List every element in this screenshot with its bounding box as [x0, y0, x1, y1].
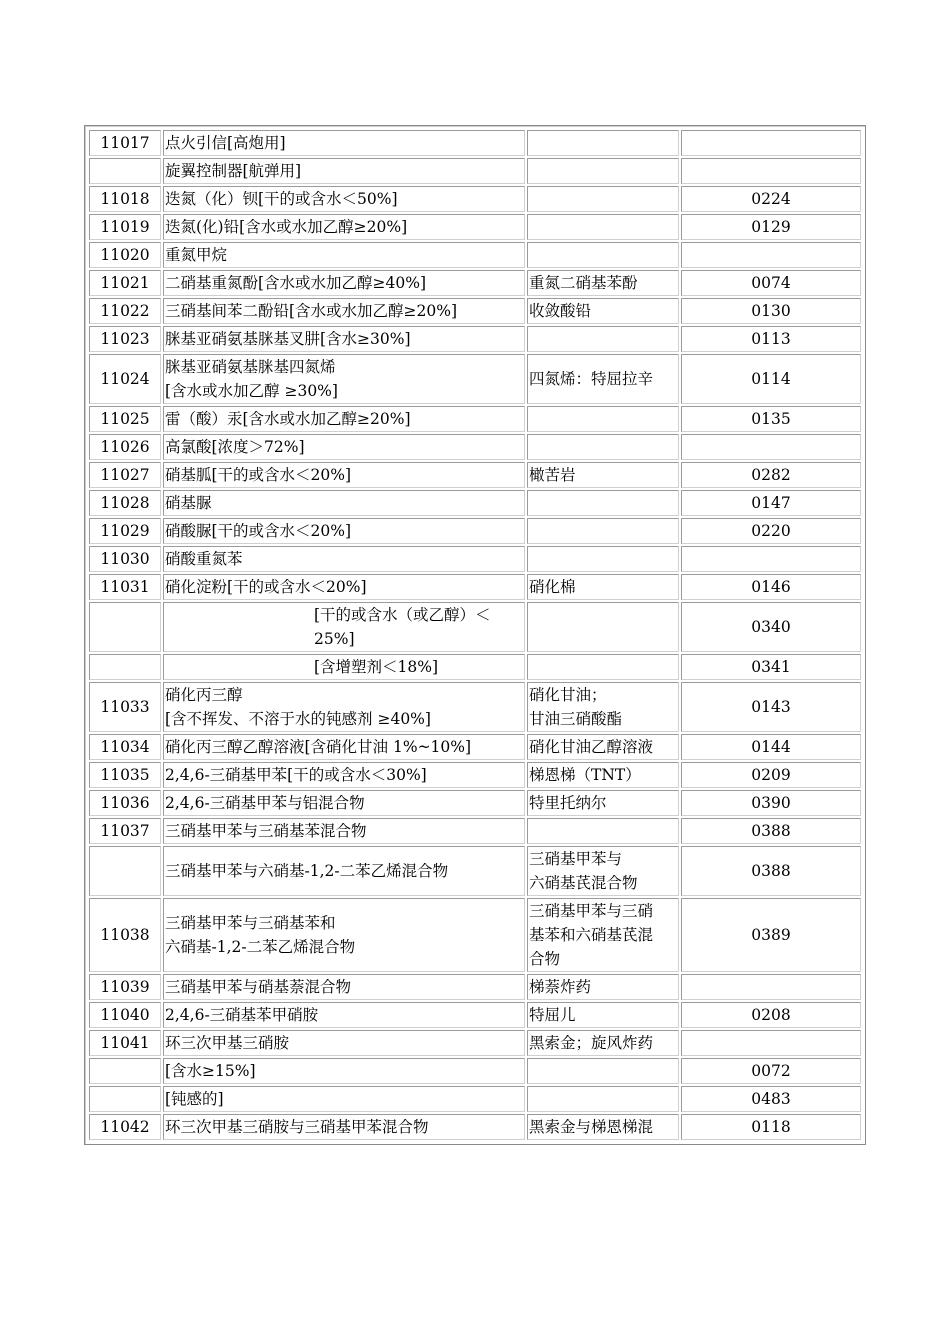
table-body [89, 130, 861, 1140]
cell-name: 硝化丙三醇 [含不挥发、不溶于水的钝感剂 ≥40%] [163, 682, 525, 732]
cell-name: 迭氮(化)铅[含水或水加乙醇≥20%] [163, 214, 525, 240]
cell-alias [527, 1058, 679, 1084]
cell-alias: 黑索金与梯恩梯混 [527, 1114, 679, 1140]
cell-un-number: 0388 [681, 846, 861, 896]
table-row [89, 434, 861, 460]
table-row [89, 574, 861, 600]
cell-number: 11019 [89, 214, 161, 240]
table-row [89, 818, 861, 844]
cell-alias [527, 326, 679, 352]
cell-un-number: 0072 [681, 1058, 861, 1084]
cell-un-number: 0388 [681, 818, 861, 844]
dangerous-goods-table [87, 128, 863, 1142]
cell-name: 硝基胍[干的或含水＜20%] [163, 462, 525, 488]
table-row [89, 270, 861, 296]
cell-number [89, 654, 161, 680]
table-row [89, 602, 861, 652]
cell-number: 11024 [89, 354, 161, 404]
cell-un-number: 0118 [681, 1114, 861, 1140]
cell-number: 11018 [89, 186, 161, 212]
cell-number: 11023 [89, 326, 161, 352]
cell-alias: 硝化棉 [527, 574, 679, 600]
cell-un-number: 0144 [681, 734, 861, 760]
table-row [89, 242, 861, 268]
cell-un-number [681, 1030, 861, 1056]
cell-un-number: 0114 [681, 354, 861, 404]
table-row [89, 1058, 861, 1084]
cell-name: 脒基亚硝氨基脒基叉肼[含水≥30%] [163, 326, 525, 352]
cell-alias [527, 1086, 679, 1112]
cell-alias [527, 602, 679, 652]
cell-number: 11027 [89, 462, 161, 488]
cell-un-number: 0130 [681, 298, 861, 324]
cell-alias [527, 654, 679, 680]
cell-name: [含增塑剂＜18%] [163, 654, 525, 680]
cell-alias [527, 818, 679, 844]
cell-alias: 重氮二硝基苯酚 [527, 270, 679, 296]
cell-number: 11033 [89, 682, 161, 732]
table-row [89, 734, 861, 760]
cell-un-number: 0135 [681, 406, 861, 432]
cell-name: [干的或含水（或乙醇）＜ 25%] [163, 602, 525, 652]
cell-alias [527, 546, 679, 572]
cell-un-number: 0340 [681, 602, 861, 652]
cell-number: 11028 [89, 490, 161, 516]
cell-number [89, 1086, 161, 1112]
cell-alias: 收敛酸铅 [527, 298, 679, 324]
cell-un-number: 0389 [681, 898, 861, 972]
cell-name: 二硝基重氮酚[含水或水加乙醇≥40%] [163, 270, 525, 296]
cell-number: 11036 [89, 790, 161, 816]
cell-un-number: 0074 [681, 270, 861, 296]
cell-un-number [681, 158, 861, 184]
cell-number: 11040 [89, 1002, 161, 1028]
cell-number: 11020 [89, 242, 161, 268]
cell-alias: 三硝基甲苯与三硝 基苯和六硝基芪混 合物 [527, 898, 679, 972]
cell-un-number [681, 546, 861, 572]
cell-un-number: 0483 [681, 1086, 861, 1112]
cell-name: 三硝基甲苯与三硝基苯和 六硝基-1,2-二苯乙烯混合物 [163, 898, 525, 972]
cell-alias: 硝化甘油； 甘油三硝酸酯 [527, 682, 679, 732]
cell-name: 三硝基间苯二酚铅[含水或水加乙醇≥20%] [163, 298, 525, 324]
table-row [89, 214, 861, 240]
table-row [89, 1030, 861, 1056]
cell-number: 11034 [89, 734, 161, 760]
cell-un-number: 0113 [681, 326, 861, 352]
cell-number: 11022 [89, 298, 161, 324]
cell-alias: 硝化甘油乙醇溶液 [527, 734, 679, 760]
cell-alias [527, 158, 679, 184]
hazard-table-frame [84, 125, 866, 1145]
cell-name: 2,4,6-三硝基甲苯[干的或含水＜30%] [163, 762, 525, 788]
cell-alias [527, 406, 679, 432]
cell-un-number: 0209 [681, 762, 861, 788]
table-row [89, 518, 861, 544]
cell-un-number [681, 974, 861, 1000]
cell-name: 2,4,6-三硝基甲苯与铝混合物 [163, 790, 525, 816]
cell-un-number: 0341 [681, 654, 861, 680]
table-row [89, 326, 861, 352]
cell-name: 硝化淀粉[干的或含水＜20%] [163, 574, 525, 600]
cell-number [89, 602, 161, 652]
cell-un-number: 0224 [681, 186, 861, 212]
cell-name: 点火引信[高炮用] [163, 130, 525, 156]
cell-alias [527, 490, 679, 516]
cell-name: 硝基脲 [163, 490, 525, 516]
cell-number [89, 158, 161, 184]
cell-name: 三硝基甲苯与六硝基-1,2-二苯乙烯混合物 [163, 846, 525, 896]
table-row [89, 846, 861, 896]
table-row [89, 406, 861, 432]
cell-name: 环三次甲基三硝胺与三硝基甲苯混合物 [163, 1114, 525, 1140]
table-row [89, 490, 861, 516]
cell-number: 11035 [89, 762, 161, 788]
cell-name: 环三次甲基三硝胺 [163, 1030, 525, 1056]
cell-alias: 梯萘炸药 [527, 974, 679, 1000]
cell-number: 11041 [89, 1030, 161, 1056]
cell-un-number [681, 242, 861, 268]
cell-name: 硝化丙三醇乙醇溶液[含硝化甘油 1%~10%] [163, 734, 525, 760]
cell-un-number: 0147 [681, 490, 861, 516]
cell-name: 雷（酸）汞[含水或水加乙醇≥20%] [163, 406, 525, 432]
cell-number: 11030 [89, 546, 161, 572]
cell-number: 11031 [89, 574, 161, 600]
table-row [89, 1086, 861, 1112]
cell-number: 11037 [89, 818, 161, 844]
cell-name: 硝酸脲[干的或含水＜20%] [163, 518, 525, 544]
cell-number: 11038 [89, 898, 161, 972]
table-row [89, 654, 861, 680]
table-row [89, 1002, 861, 1028]
cell-alias [527, 186, 679, 212]
table-row [89, 898, 861, 972]
table-row [89, 462, 861, 488]
cell-number [89, 846, 161, 896]
cell-name: [钝感的] [163, 1086, 525, 1112]
cell-alias: 四氮烯：特屈拉辛 [527, 354, 679, 404]
cell-number: 11042 [89, 1114, 161, 1140]
cell-un-number: 0143 [681, 682, 861, 732]
table-row [89, 298, 861, 324]
cell-alias [527, 130, 679, 156]
cell-number: 11039 [89, 974, 161, 1000]
cell-number: 11025 [89, 406, 161, 432]
table-row [89, 790, 861, 816]
cell-name: 重氮甲烷 [163, 242, 525, 268]
cell-un-number: 0129 [681, 214, 861, 240]
table-row [89, 158, 861, 184]
cell-name: 高氯酸[浓度＞72%] [163, 434, 525, 460]
cell-alias: 三硝基甲苯与 六硝基芪混合物 [527, 846, 679, 896]
cell-un-number: 0390 [681, 790, 861, 816]
cell-alias: 梯恩梯（TNT） [527, 762, 679, 788]
cell-number: 11021 [89, 270, 161, 296]
table-row [89, 130, 861, 156]
cell-alias [527, 518, 679, 544]
cell-alias: 黑索金；旋风炸药 [527, 1030, 679, 1056]
table-row [89, 974, 861, 1000]
cell-un-number: 0220 [681, 518, 861, 544]
cell-name: 硝酸重氮苯 [163, 546, 525, 572]
cell-number: 11029 [89, 518, 161, 544]
cell-alias: 橄苦岩 [527, 462, 679, 488]
cell-number [89, 1058, 161, 1084]
cell-un-number [681, 434, 861, 460]
cell-name: 三硝基甲苯与三硝基苯混合物 [163, 818, 525, 844]
cell-un-number: 0208 [681, 1002, 861, 1028]
table-row [89, 682, 861, 732]
cell-name: 三硝基甲苯与硝基萘混合物 [163, 974, 525, 1000]
cell-name: [含水≥15%] [163, 1058, 525, 1084]
cell-alias [527, 434, 679, 460]
cell-un-number: 0146 [681, 574, 861, 600]
cell-name: 2,4,6-三硝基苯甲硝胺 [163, 1002, 525, 1028]
table-row [89, 354, 861, 404]
table-row [89, 546, 861, 572]
cell-number: 11026 [89, 434, 161, 460]
table-row [89, 186, 861, 212]
cell-name: 脒基亚硝氨基脒基四氮烯 [含水或水加乙醇 ≥30%] [163, 354, 525, 404]
cell-alias: 特里托纳尔 [527, 790, 679, 816]
cell-number: 11017 [89, 130, 161, 156]
cell-un-number [681, 130, 861, 156]
cell-alias [527, 214, 679, 240]
cell-alias [527, 242, 679, 268]
cell-name: 旋翼控制器[航弹用] [163, 158, 525, 184]
table-row [89, 762, 861, 788]
cell-un-number: 0282 [681, 462, 861, 488]
cell-alias: 特屈儿 [527, 1002, 679, 1028]
cell-name: 迭氮（化）钡[干的或含水＜50%] [163, 186, 525, 212]
table-row [89, 1114, 861, 1140]
